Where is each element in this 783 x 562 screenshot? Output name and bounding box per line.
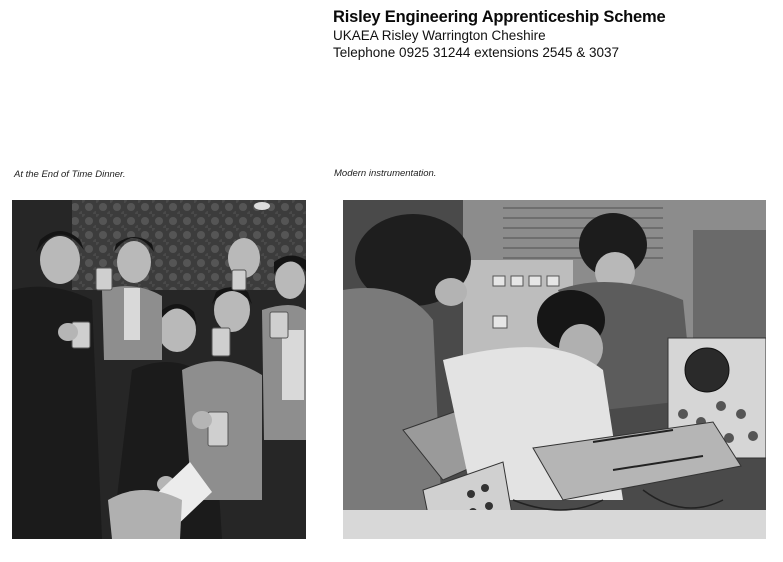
document-header (333, 7, 665, 61)
instrumentation-photo (343, 200, 766, 539)
address-line: UKAEA Risley Warrington Cheshire (333, 28, 546, 43)
telephone-line: Telephone 0925 31244 extensions 2545 & 3037 (333, 45, 619, 60)
scheme-title: Risley Engineering Apprenticeship Scheme (333, 8, 666, 26)
photo-caption-dinner: At the End of Time Dinner. (14, 169, 126, 180)
photo-caption-instrumentation: Modern instrumentation. (334, 168, 437, 179)
dinner-group-photo (12, 200, 306, 539)
